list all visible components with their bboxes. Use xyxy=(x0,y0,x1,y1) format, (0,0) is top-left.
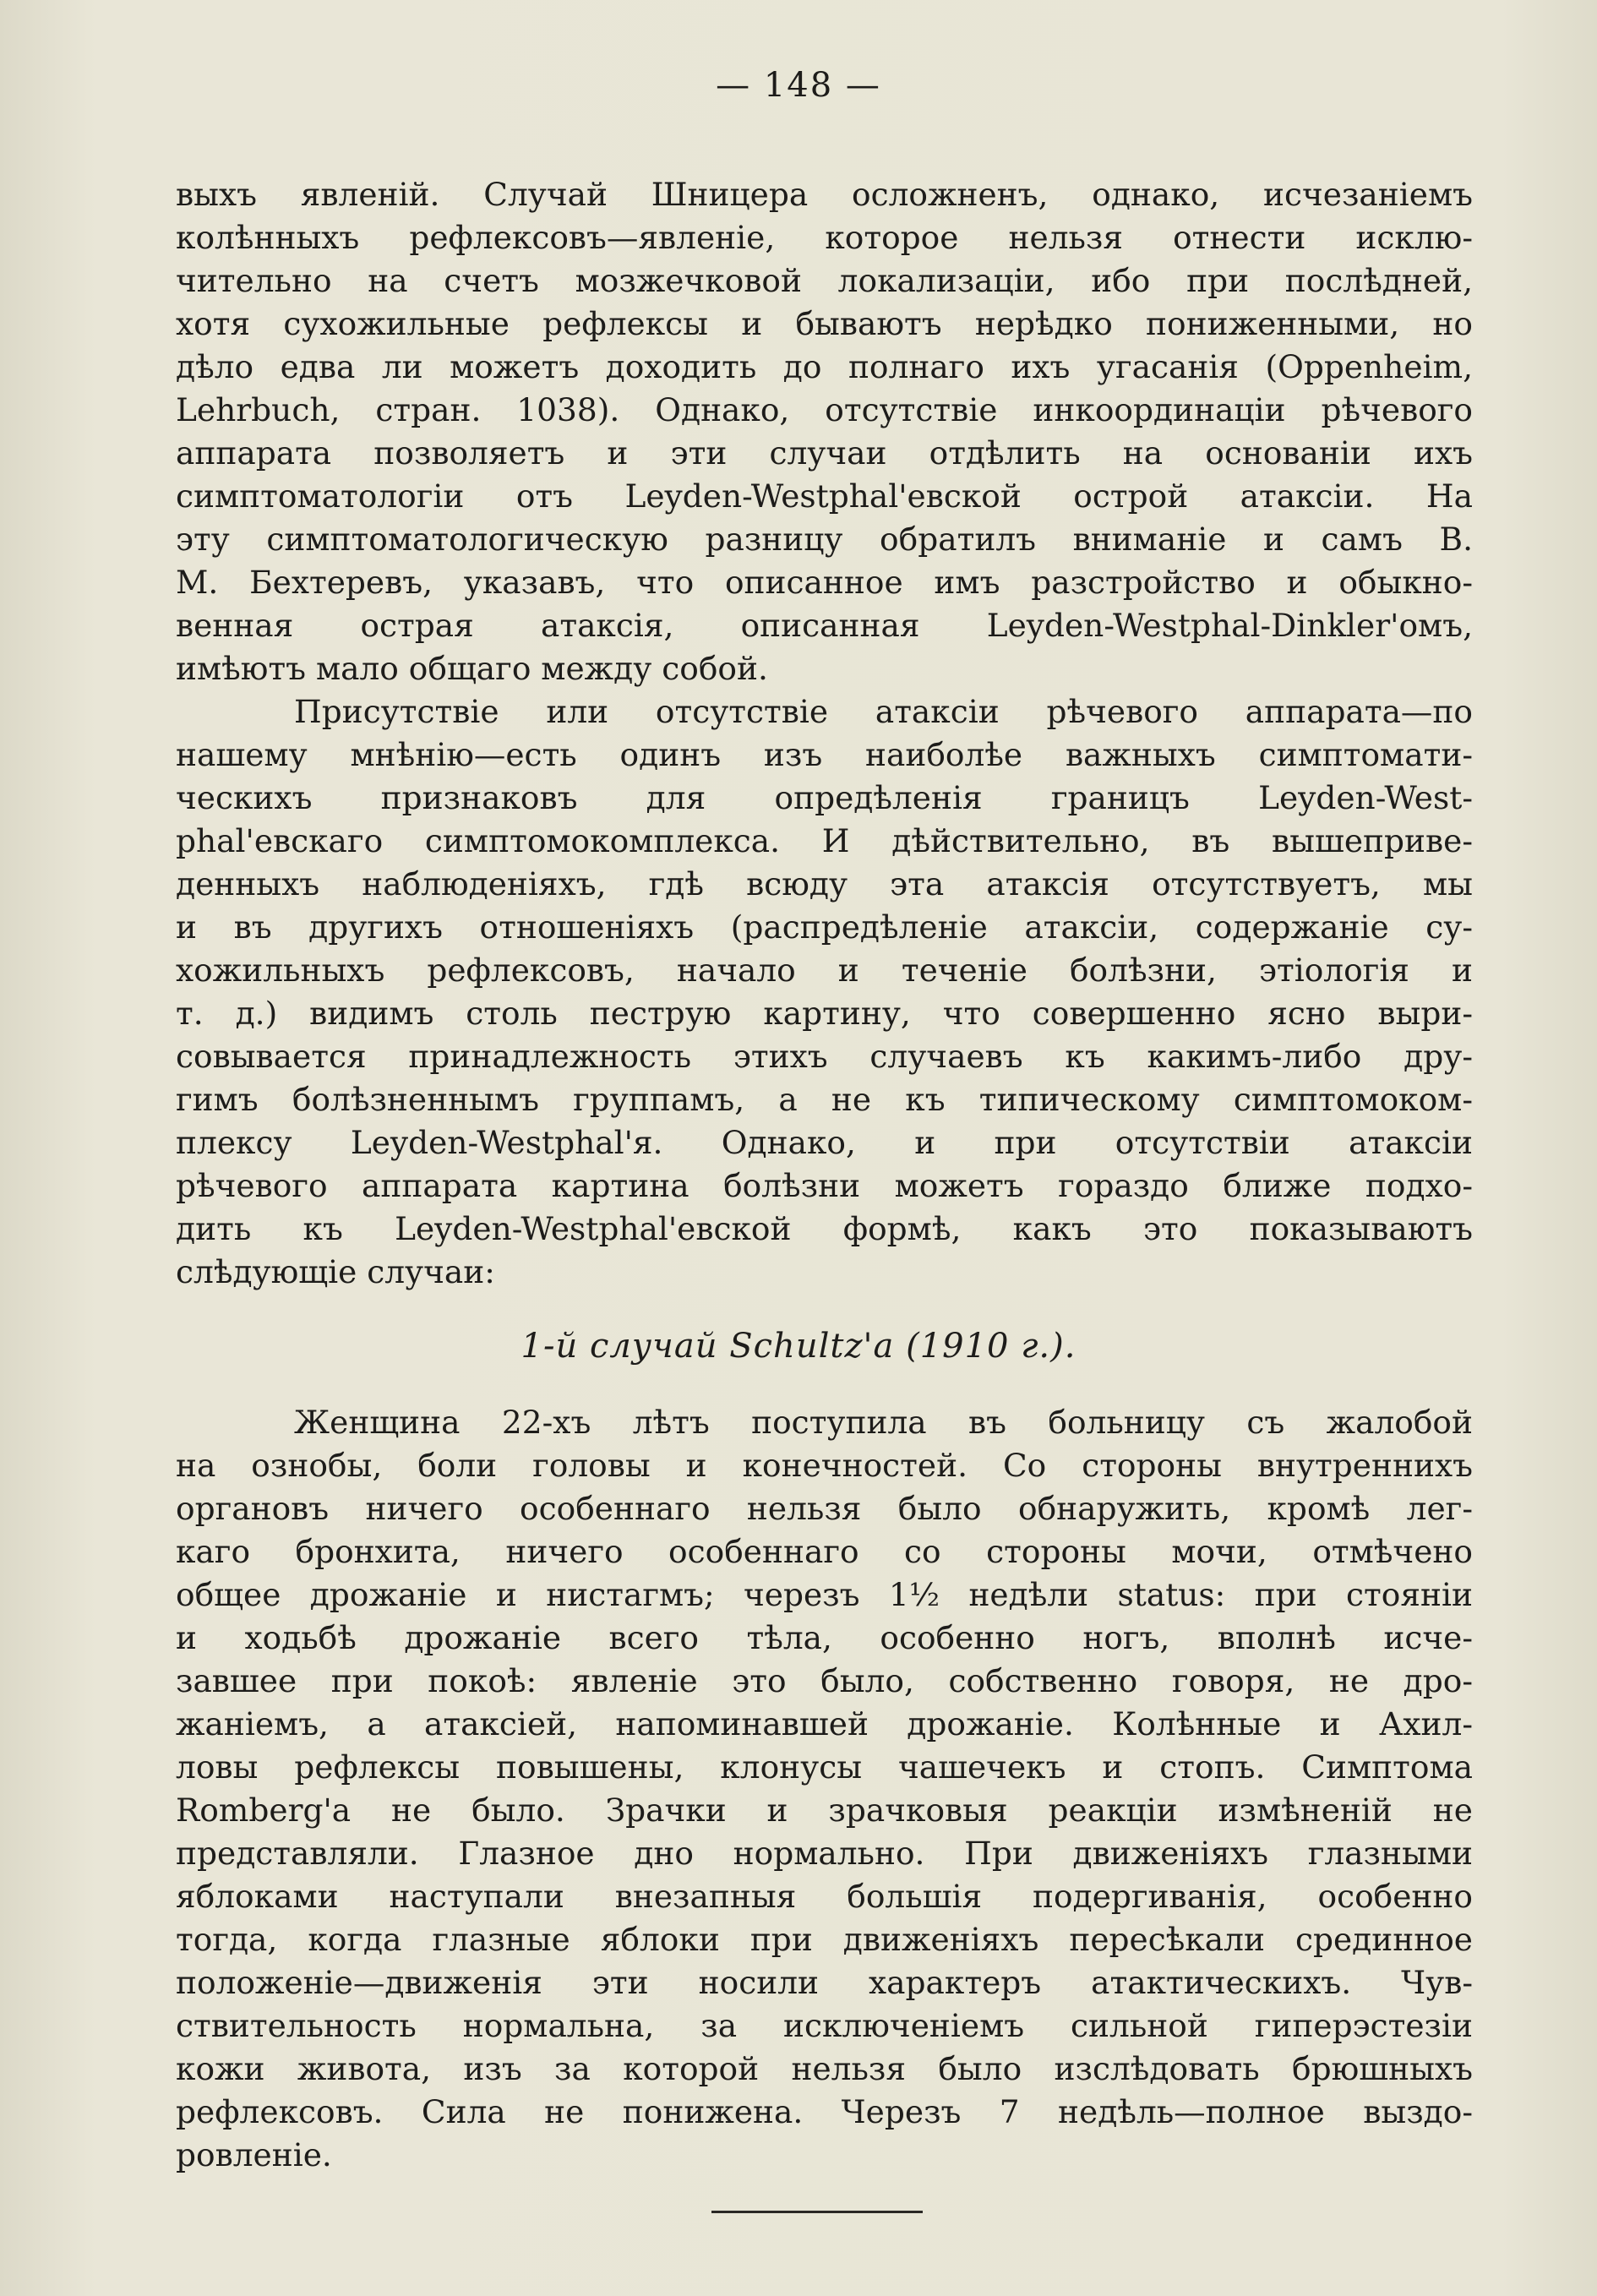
text-line: кожи живота, изъ за которой нельзя было изслѣдовать брюшныхъ xyxy=(176,2050,1473,2087)
text-line: положенiе—движенiя эти носили характеръ атактическихъ. Чув- xyxy=(176,1964,1473,2001)
text-line: Romberg'a не было. Зрачки и зрачковыя реакцiи измѣненiй не xyxy=(176,1792,1473,1829)
text-line: выхъ явленiй. Случай Шницера осложненъ, однако, исчезанiемъ xyxy=(176,176,1473,213)
end-separator-rule xyxy=(711,2211,923,2213)
text-line: Lehrbuch, стран. 1038). Однако, отсутствiе инкоординацiи рѣчевого xyxy=(176,391,1473,428)
text-line: phal'евскаго симптомокомплекса. И дѣйствительно, въ вышеприве- xyxy=(176,822,1473,859)
text-line: ловы рефлексы повышены, клонусы чашечекъ и стопъ. Симптома xyxy=(176,1748,1473,1786)
paragraph-1 xyxy=(176,173,1473,690)
text-line: хожильныхъ рефлексовъ, начало и теченiе болѣзни, этiологiя и xyxy=(176,952,1473,989)
body-text-lower xyxy=(176,1401,1473,2177)
text-line: каго бронхита, ничего особеннаго со стороны мочи, отмѣчено xyxy=(176,1533,1473,1570)
body-text-upper xyxy=(176,173,1473,1294)
text-line: аппарата позволяетъ и эти случаи отдѣлить на основанiи ихъ xyxy=(176,434,1473,472)
text-line: завшее при покоѣ: явленiе это было, собственно говоря, не дро- xyxy=(176,1662,1473,1699)
text-line: эту симптоматологическую разницу обратилъ вниманiе и самъ В. xyxy=(176,521,1473,558)
page-number: — 148 — xyxy=(716,66,881,105)
text-line: совывается принадлежность этихъ случаевъ къ какимъ-либо дру- xyxy=(176,1038,1473,1075)
text-line: венная острая атаксiя, описанная Leyden-Westphal-Dinkler'омъ, xyxy=(176,607,1473,644)
text-line: хотя сухожильные рефлексы и бываютъ нерѣдко пониженными, но xyxy=(176,305,1473,342)
text-line: колѣнныхъ рефлексовъ—явленiе, которое нельзя отнести исклю- xyxy=(176,219,1473,256)
text-line: денныхъ наблюденiяхъ, гдѣ всюду эта атаксiя отсутствуетъ, мы xyxy=(176,865,1473,903)
text-line: рѣчевого аппарата картина болѣзни можетъ гораздо ближе подхо- xyxy=(176,1167,1473,1204)
text-line: гимъ болѣзненнымъ группамъ, а не къ типическому симптомоком- xyxy=(176,1081,1473,1118)
text-line: плексу Leyden-Westphal'я. Однако, и при отсутствiи атаксiи xyxy=(176,1124,1473,1161)
text-line: яблоками наступали внезапныя большiя подергиванiя, особенно xyxy=(176,1878,1473,1915)
text-line: Присутствiе или отсутствiе атаксiи рѣчевого аппарата—по xyxy=(294,693,1473,730)
text-line: представляли. Глазное дно нормально. При движенiяхъ глазными xyxy=(176,1835,1473,1872)
text-line: общее дрожанiе и нистагмъ; черезъ 1½ недѣли status: при стоянiи xyxy=(176,1576,1473,1613)
paragraph-3 xyxy=(176,1401,1473,2177)
text-line: слѣдующiе случаи: xyxy=(176,1253,495,1290)
text-line: и ходьбѣ дрожанiе всего тѣла, особенно ногъ, вполнѣ исче- xyxy=(176,1619,1473,1656)
text-line: ствительность нормальна, за исключенiемъ сильной гиперэстезiи xyxy=(176,2007,1473,2044)
text-line: симптоматологiи отъ Leyden-Westphal'евской острой атаксiи. На xyxy=(176,477,1473,515)
text-line: Женщина 22-хъ лѣтъ поступила въ больницу съ жалобой xyxy=(294,1404,1473,1441)
text-line: нашему мнѣнiю—есть одинъ изъ наиболѣе важныхъ симптомати- xyxy=(176,736,1473,773)
case-heading: 1-й случай Schultz'a (1910 г.). xyxy=(521,1327,1076,1366)
text-line: имѣютъ мало общаго между собой. xyxy=(176,650,768,687)
text-line: дѣло едва ли можетъ доходить до полнаго ихъ угасанiя (Oppenheim, xyxy=(176,348,1473,385)
text-line: рефлексовъ. Сила не понижена. Черезъ 7 недѣль—полное выздо- xyxy=(176,2093,1473,2130)
text-line: ческихъ признаковъ для опредѣленiя границъ Leyden-West- xyxy=(176,779,1473,816)
text-line: дить къ Leyden-Westphal'евской формѣ, какъ это показываютъ xyxy=(176,1210,1473,1247)
text-line: на ознобы, боли головы и конечностей. Со стороны внутреннихъ xyxy=(176,1447,1473,1484)
text-line: тогда, когда глазные яблоки при движенiяхъ пересѣкали срединное xyxy=(176,1921,1473,1958)
text-line: ровленiе. xyxy=(176,2136,332,2173)
text-line: чительно на счетъ мозжечковой локализацiи, ибо при послѣдней, xyxy=(176,262,1473,299)
text-line: М. Бехтеревъ, указавъ, что описанное имъ разстройство и обыкно- xyxy=(176,564,1473,601)
text-line: жанiемъ, а атаксiей, напоминавшей дрожанiе. Колѣнные и Ахил- xyxy=(176,1705,1473,1742)
text-line: т. д.) видимъ столь пеструю картину, что совершенно ясно выри- xyxy=(176,995,1473,1032)
text-line: органовъ ничего особеннаго нельзя было обнаружить, кромѣ лег- xyxy=(176,1490,1473,1527)
paragraph-2 xyxy=(176,690,1473,1294)
text-line: и въ другихъ отношенiяхъ (распредѣленiе атаксiи, содержанiе су- xyxy=(176,908,1473,946)
